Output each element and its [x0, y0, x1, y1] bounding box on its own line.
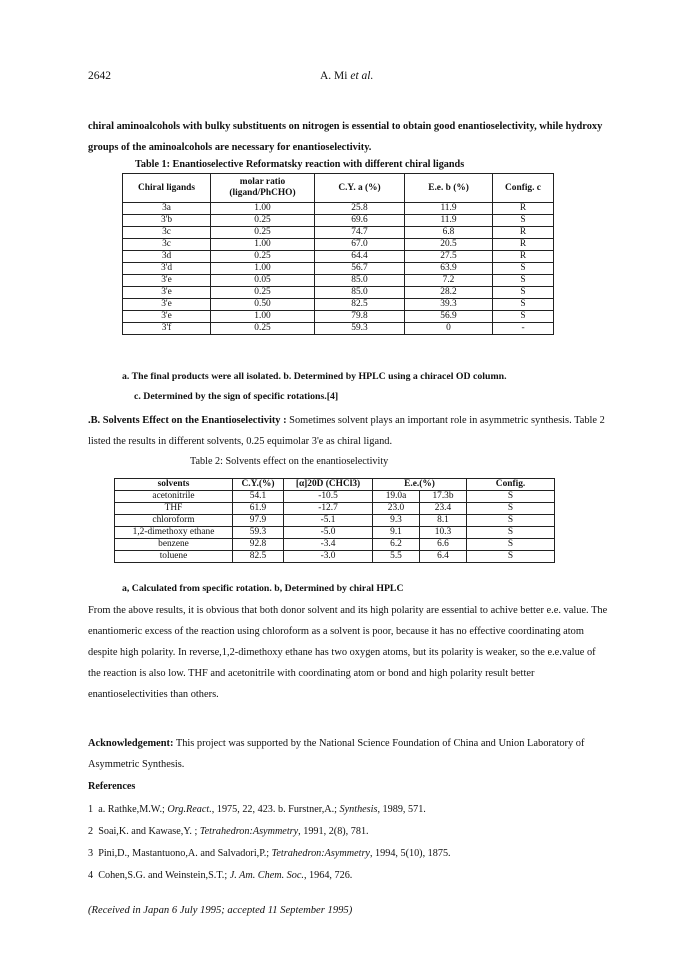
- table-cell: 9.3: [373, 515, 420, 527]
- author-name: A. Mi: [320, 70, 348, 82]
- table-cell: 82.5: [233, 551, 284, 563]
- table-cell: 19.0a: [373, 491, 420, 503]
- table-row: [115, 503, 555, 515]
- table-cell: 56.7: [315, 263, 405, 275]
- table-cell: 54.1: [233, 491, 284, 503]
- table-cell: 67.0: [315, 239, 405, 251]
- table2-header-solvents: solvents: [115, 479, 233, 491]
- table-cell: 1.00: [211, 203, 315, 215]
- table1-header-ratio: molar ratio (ligand/PhCHO): [211, 174, 315, 203]
- table-cell: 92.8: [233, 539, 284, 551]
- table-cell: S: [467, 539, 555, 551]
- table-cell: S: [493, 215, 554, 227]
- table-row: [123, 311, 554, 323]
- table-cell: -3.0: [284, 551, 373, 563]
- table-row: [123, 275, 554, 287]
- table-cell: 59.3: [315, 323, 405, 335]
- table-cell: 82.5: [315, 299, 405, 311]
- table-cell: 6.2: [373, 539, 420, 551]
- section-b-heading: .B. Solvents Effect on the Enantioselectivity :: [88, 415, 287, 426]
- table-cell: 5.5: [373, 551, 420, 563]
- table-cell: 61.9: [233, 503, 284, 515]
- reference-item: 2 Soai,K. and Kawase,Y. ; Tetrahedron:Asymmetry, 1991, 2(8), 781.: [88, 826, 369, 837]
- table-cell: 69.6: [315, 215, 405, 227]
- reference-item: 3 Pini,D., Mastantuono,A. and Salvadori,P.; Tetrahedron:Asymmetry, 1994, 5(10), 1875.: [88, 848, 451, 859]
- table-cell: benzene: [115, 539, 233, 551]
- table-cell: chloroform: [115, 515, 233, 527]
- table-cell: 10.3: [420, 527, 467, 539]
- table-cell: 27.5: [405, 251, 493, 263]
- table-row: [115, 515, 555, 527]
- table-cell: S: [467, 491, 555, 503]
- table-cell: R: [493, 203, 554, 215]
- table-cell: 23.4: [420, 503, 467, 515]
- acknowledgement-text: This project was supported by the National Science Foundation of China and Union Laboratory of Asymmetric Synthesis.: [88, 738, 585, 770]
- table2-header-ee: E.e.(%): [373, 479, 467, 491]
- table-row: [123, 203, 554, 215]
- table-cell: S: [467, 515, 555, 527]
- table-cell: 0.25: [211, 215, 315, 227]
- table-cell: 6.6: [420, 539, 467, 551]
- references-heading: References: [88, 781, 136, 792]
- table2-caption: Table 2: Solvents effect on the enantioselectivity: [190, 456, 389, 467]
- table-cell: 85.0: [315, 275, 405, 287]
- table-cell: 11.9: [405, 215, 493, 227]
- table-cell: -12.7: [284, 503, 373, 515]
- author-etal: et al.: [350, 70, 374, 82]
- table-cell: 56.9: [405, 311, 493, 323]
- table-cell: 3c: [123, 227, 211, 239]
- table-cell: S: [493, 287, 554, 299]
- table-cell: 1.00: [211, 263, 315, 275]
- table1-note-c: c. Determined by the sign of specific rotations.[4]: [134, 391, 339, 402]
- table-cell: 7.2: [405, 275, 493, 287]
- table-row: [123, 299, 554, 311]
- table-cell: 3'd: [123, 263, 211, 275]
- table-cell: -3.4: [284, 539, 373, 551]
- table-cell: 3a: [123, 203, 211, 215]
- table-cell: 3'e: [123, 287, 211, 299]
- table-cell: S: [493, 275, 554, 287]
- section-b-text: Sometimes solvent plays an important role in asymmetric synthesis. Table 2 listed the results in different solvents, 0.25 equimolar 3'e as chiral ligand.: [88, 415, 605, 447]
- table-cell: 3'b: [123, 215, 211, 227]
- table-cell: 11.9: [405, 203, 493, 215]
- table-cell: 25.8: [315, 203, 405, 215]
- table-row: [115, 539, 555, 551]
- table2-header-rotation: [α]20D (CHCl3): [284, 479, 373, 491]
- table-cell: 0: [405, 323, 493, 335]
- page-number: 2642: [88, 70, 111, 82]
- table-cell: 0.50: [211, 299, 315, 311]
- table-cell: 17.3b: [420, 491, 467, 503]
- table-cell: 3'e: [123, 311, 211, 323]
- table-row: [123, 263, 554, 275]
- received-footer: (Received in Japan 6 July 1995; accepted 11 September 1995): [88, 905, 353, 916]
- table-cell: S: [493, 263, 554, 275]
- table-cell: -5.0: [284, 527, 373, 539]
- table1-header-config: Config. c: [493, 174, 554, 203]
- table-row: [123, 227, 554, 239]
- running-author: [320, 70, 373, 82]
- table1-header-ee: E.e. b (%): [405, 174, 493, 203]
- table-cell: 64.4: [315, 251, 405, 263]
- table2: [114, 478, 555, 563]
- table-cell: toluene: [115, 551, 233, 563]
- table2-header-config: Config.: [467, 479, 555, 491]
- table1-note-ab: a. The final products were all isolated. b. Determined by HPLC using a chiracel OD column.: [122, 371, 507, 382]
- table-cell: 74.7: [315, 227, 405, 239]
- table-cell: 79.8: [315, 311, 405, 323]
- table-cell: S: [493, 299, 554, 311]
- intro-paragraph: chiral aminoalcohols with bulky substituents on nitrogen is essential to obtain good enantioselectivity, while hydroxy groups of the aminoalcohols are necessary for enantioselectivity.: [88, 121, 603, 153]
- table-row: [123, 239, 554, 251]
- table-cell: 1,2-dimethoxy ethane: [115, 527, 233, 539]
- table-row: [123, 323, 554, 335]
- table-cell: 0.25: [211, 287, 315, 299]
- table-row: [123, 251, 554, 263]
- table-cell: R: [493, 239, 554, 251]
- table-cell: S: [493, 311, 554, 323]
- table-cell: 0.25: [211, 323, 315, 335]
- reference-item: 4 Cohen,S.G. and Weinstein,S.T.; J. Am. Chem. Soc., 1964, 726.: [88, 870, 353, 881]
- acknowledgement-paragraph: [88, 733, 608, 775]
- table-cell: 63.9: [405, 263, 493, 275]
- table-cell: 6.4: [420, 551, 467, 563]
- table-cell: 28.2: [405, 287, 493, 299]
- acknowledgement-label: Acknowledgement:: [88, 738, 174, 749]
- table-row: [115, 551, 555, 563]
- page-header: [88, 70, 608, 86]
- table-cell: acetonitrile: [115, 491, 233, 503]
- table2-header-cy: C.Y.(%): [233, 479, 284, 491]
- table-cell: 1.00: [211, 311, 315, 323]
- table-cell: S: [467, 503, 555, 515]
- table-cell: -5.1: [284, 515, 373, 527]
- reference-item: 1 a. Rathke,M.W.; Org.React., 1975, 22, 423. b. Furstner,A.; Synthesis, 1989, 571.: [88, 804, 426, 815]
- table-cell: 6.8: [405, 227, 493, 239]
- table-cell: R: [493, 251, 554, 263]
- table-cell: 3'e: [123, 275, 211, 287]
- table-cell: 9.1: [373, 527, 420, 539]
- table1-header-ligand: Chiral ligands: [123, 174, 211, 203]
- table-cell: S: [467, 527, 555, 539]
- table-cell: 3'f: [123, 323, 211, 335]
- table-cell: 59.3: [233, 527, 284, 539]
- table-row: [123, 287, 554, 299]
- table-cell: 0.25: [211, 227, 315, 239]
- table2-note: a, Calculated from specific rotation. b, Determined by chiral HPLC: [122, 583, 404, 594]
- table-cell: 8.1: [420, 515, 467, 527]
- table1-caption: Table 1: Enantioselective Reformatsky reaction with different chiral ligands: [135, 159, 465, 170]
- table-cell: 39.3: [405, 299, 493, 311]
- table-row: [123, 215, 554, 227]
- table-cell: 3c: [123, 239, 211, 251]
- table-cell: R: [493, 227, 554, 239]
- table-row: [115, 527, 555, 539]
- table-cell: 3'e: [123, 299, 211, 311]
- table-cell: 3d: [123, 251, 211, 263]
- table-cell: -10.5: [284, 491, 373, 503]
- discussion-paragraph: From the above results, it is obvious that both donor solvent and its high polarity are essential to achive better e.e. value. The enantiomeric excess of the reaction using chloroform as a solvent is poor, because it has no effective coordinating atom despite high polarity. In reverse,1,2-dimethoxy ethane has two oxygen atoms, but its polarity is weaker, so the e.e.value of the reaction is also low. THF and acetonitrile with coordinating atom or bond and high polarity result better enantioselectivities than others.: [88, 605, 608, 700]
- table1: [122, 173, 554, 335]
- table-cell: 20.5: [405, 239, 493, 251]
- table-cell: 97.9: [233, 515, 284, 527]
- section-b-paragraph: [88, 410, 608, 452]
- table1-header-cy: C.Y. a (%): [315, 174, 405, 203]
- table-cell: S: [467, 551, 555, 563]
- table-cell: THF: [115, 503, 233, 515]
- table-cell: 0.05: [211, 275, 315, 287]
- table-cell: -: [493, 323, 554, 335]
- table-row: [115, 491, 555, 503]
- table-cell: 85.0: [315, 287, 405, 299]
- table-cell: 1.00: [211, 239, 315, 251]
- table-cell: 23.0: [373, 503, 420, 515]
- table-cell: 0.25: [211, 251, 315, 263]
